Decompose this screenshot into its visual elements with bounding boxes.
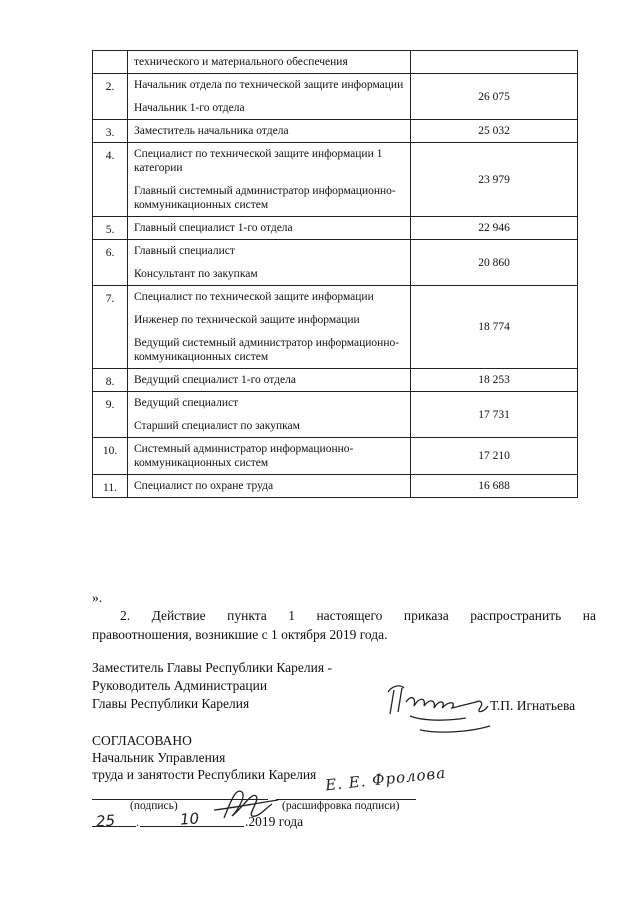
position-title: Старший специалист по закупкам xyxy=(134,420,300,432)
signatory-title-line-1: Заместитель Главы Республики Карелия - xyxy=(92,660,332,675)
position-title: Главный специалист 1-го отдела xyxy=(134,222,293,234)
row-number: 2. xyxy=(105,81,115,93)
row-number: 8. xyxy=(105,376,115,388)
row-number-cell xyxy=(93,369,128,392)
amount-cell: 18 774 xyxy=(411,286,578,369)
amount-cell: 17 731 xyxy=(411,392,578,438)
amount-cell: 22 946 xyxy=(411,217,578,240)
row-number-cell xyxy=(93,143,128,217)
row-number: 10. xyxy=(102,445,118,457)
table-row xyxy=(93,392,578,438)
position-title: Начальник отдела по технической защите информации xyxy=(134,79,404,91)
position-cell xyxy=(128,240,411,286)
row-number-cell xyxy=(93,51,128,74)
amount-cell: 17 210 xyxy=(411,438,578,475)
position-title: Специалист по технической защите информации xyxy=(134,291,374,303)
position-title: Начальник 1-го отдела xyxy=(134,102,245,114)
table-row xyxy=(93,217,578,240)
row-number: 9. xyxy=(105,399,115,411)
position-title: Ведущий системный администратор информационно-коммуникационных систем xyxy=(134,337,400,363)
salary-table xyxy=(92,50,578,498)
table-row xyxy=(93,143,578,217)
table-row xyxy=(93,74,578,120)
table-row xyxy=(93,240,578,286)
table-row xyxy=(93,51,578,74)
position-cell xyxy=(128,143,411,217)
position-title: Консультант по закупкам xyxy=(134,268,258,280)
table-row xyxy=(93,120,578,143)
row-number-cell xyxy=(93,438,128,475)
table-row xyxy=(93,438,578,475)
position-title: Ведущий специалист xyxy=(134,397,239,409)
row-number-cell xyxy=(93,392,128,438)
position-title: Специалист по охране труда xyxy=(134,480,274,492)
closing-quote: ». xyxy=(92,590,103,605)
position-title: Заместитель начальника отдела xyxy=(134,125,289,137)
paragraph-2-line-1: 2. Действие пункта 1 настоящего приказа распространить на xyxy=(120,608,596,623)
row-number xyxy=(93,51,127,57)
position-cell xyxy=(128,438,411,475)
approval-line-2: труда и занятости Республики Карелия xyxy=(92,767,317,782)
approval-title: СОГЛАСОВАНО xyxy=(92,733,192,748)
approval-line-1: Начальник Управления xyxy=(92,750,226,765)
amount-cell: 16 688 xyxy=(411,475,578,498)
amount-cell: 26 075 xyxy=(411,74,578,120)
row-number-cell xyxy=(93,240,128,286)
signatory-name: Т.П. Игнатьева xyxy=(490,698,576,713)
row-number-cell xyxy=(93,286,128,369)
signatory-title-line-3: Главы Республики Карелия xyxy=(92,696,250,711)
row-number-cell xyxy=(93,217,128,240)
position-cell xyxy=(128,217,411,240)
position-cell xyxy=(128,475,411,498)
signatory-title-line-2: Руководитель Администрации xyxy=(92,678,268,693)
row-number: 6. xyxy=(105,247,115,259)
date-year: .2019 года xyxy=(245,814,304,829)
decode-label: (расшифровка подписи) xyxy=(282,800,400,812)
row-number: 5. xyxy=(105,224,115,236)
position-cell xyxy=(128,369,411,392)
row-number-cell xyxy=(93,120,128,143)
amount-cell: 20 860 xyxy=(411,240,578,286)
signatory-signature xyxy=(380,672,500,740)
position-cell xyxy=(128,286,411,369)
amount-cell: 18 253 xyxy=(411,369,578,392)
row-number-cell xyxy=(93,475,128,498)
table-row xyxy=(93,286,578,369)
position-title: Главный специалист xyxy=(134,245,235,257)
row-number: 11. xyxy=(103,482,117,494)
position-cell xyxy=(128,51,411,74)
sign-label: (подпись) xyxy=(130,800,178,812)
position-cell xyxy=(128,392,411,438)
date-day: 25 xyxy=(95,811,116,831)
row-number: 4. xyxy=(105,150,115,162)
table-row xyxy=(93,475,578,498)
amount-cell: 25 032 xyxy=(411,120,578,143)
row-number: 3. xyxy=(105,127,115,139)
position-title: Инженер по технической защите информации xyxy=(134,314,360,326)
row-number-cell xyxy=(93,74,128,120)
date-month: 10 xyxy=(179,809,200,829)
position-cell xyxy=(128,120,411,143)
position-title: Системный администратор информационно-коммуникационных систем xyxy=(134,443,354,469)
amount-cell xyxy=(411,51,578,74)
position-cell xyxy=(128,74,411,120)
table-row xyxy=(93,369,578,392)
paragraph-2-line-2: правоотношения, возникшие с 1 октября 2019 года. xyxy=(92,627,388,642)
handwritten-decode: Е. Е. Фролова xyxy=(324,763,447,795)
amount-cell: 23 979 xyxy=(411,143,578,217)
position-title: Главный системный администратор информационно-коммуникационных систем xyxy=(134,185,396,211)
position-title: Ведущий специалист 1-го отдела xyxy=(134,374,296,386)
row-number: 7. xyxy=(105,293,115,305)
date-separator: . xyxy=(136,815,139,829)
position-title: Специалист по технической защите информации 1 категории xyxy=(134,148,383,174)
position-title: технического и материального обеспечения xyxy=(134,56,348,68)
